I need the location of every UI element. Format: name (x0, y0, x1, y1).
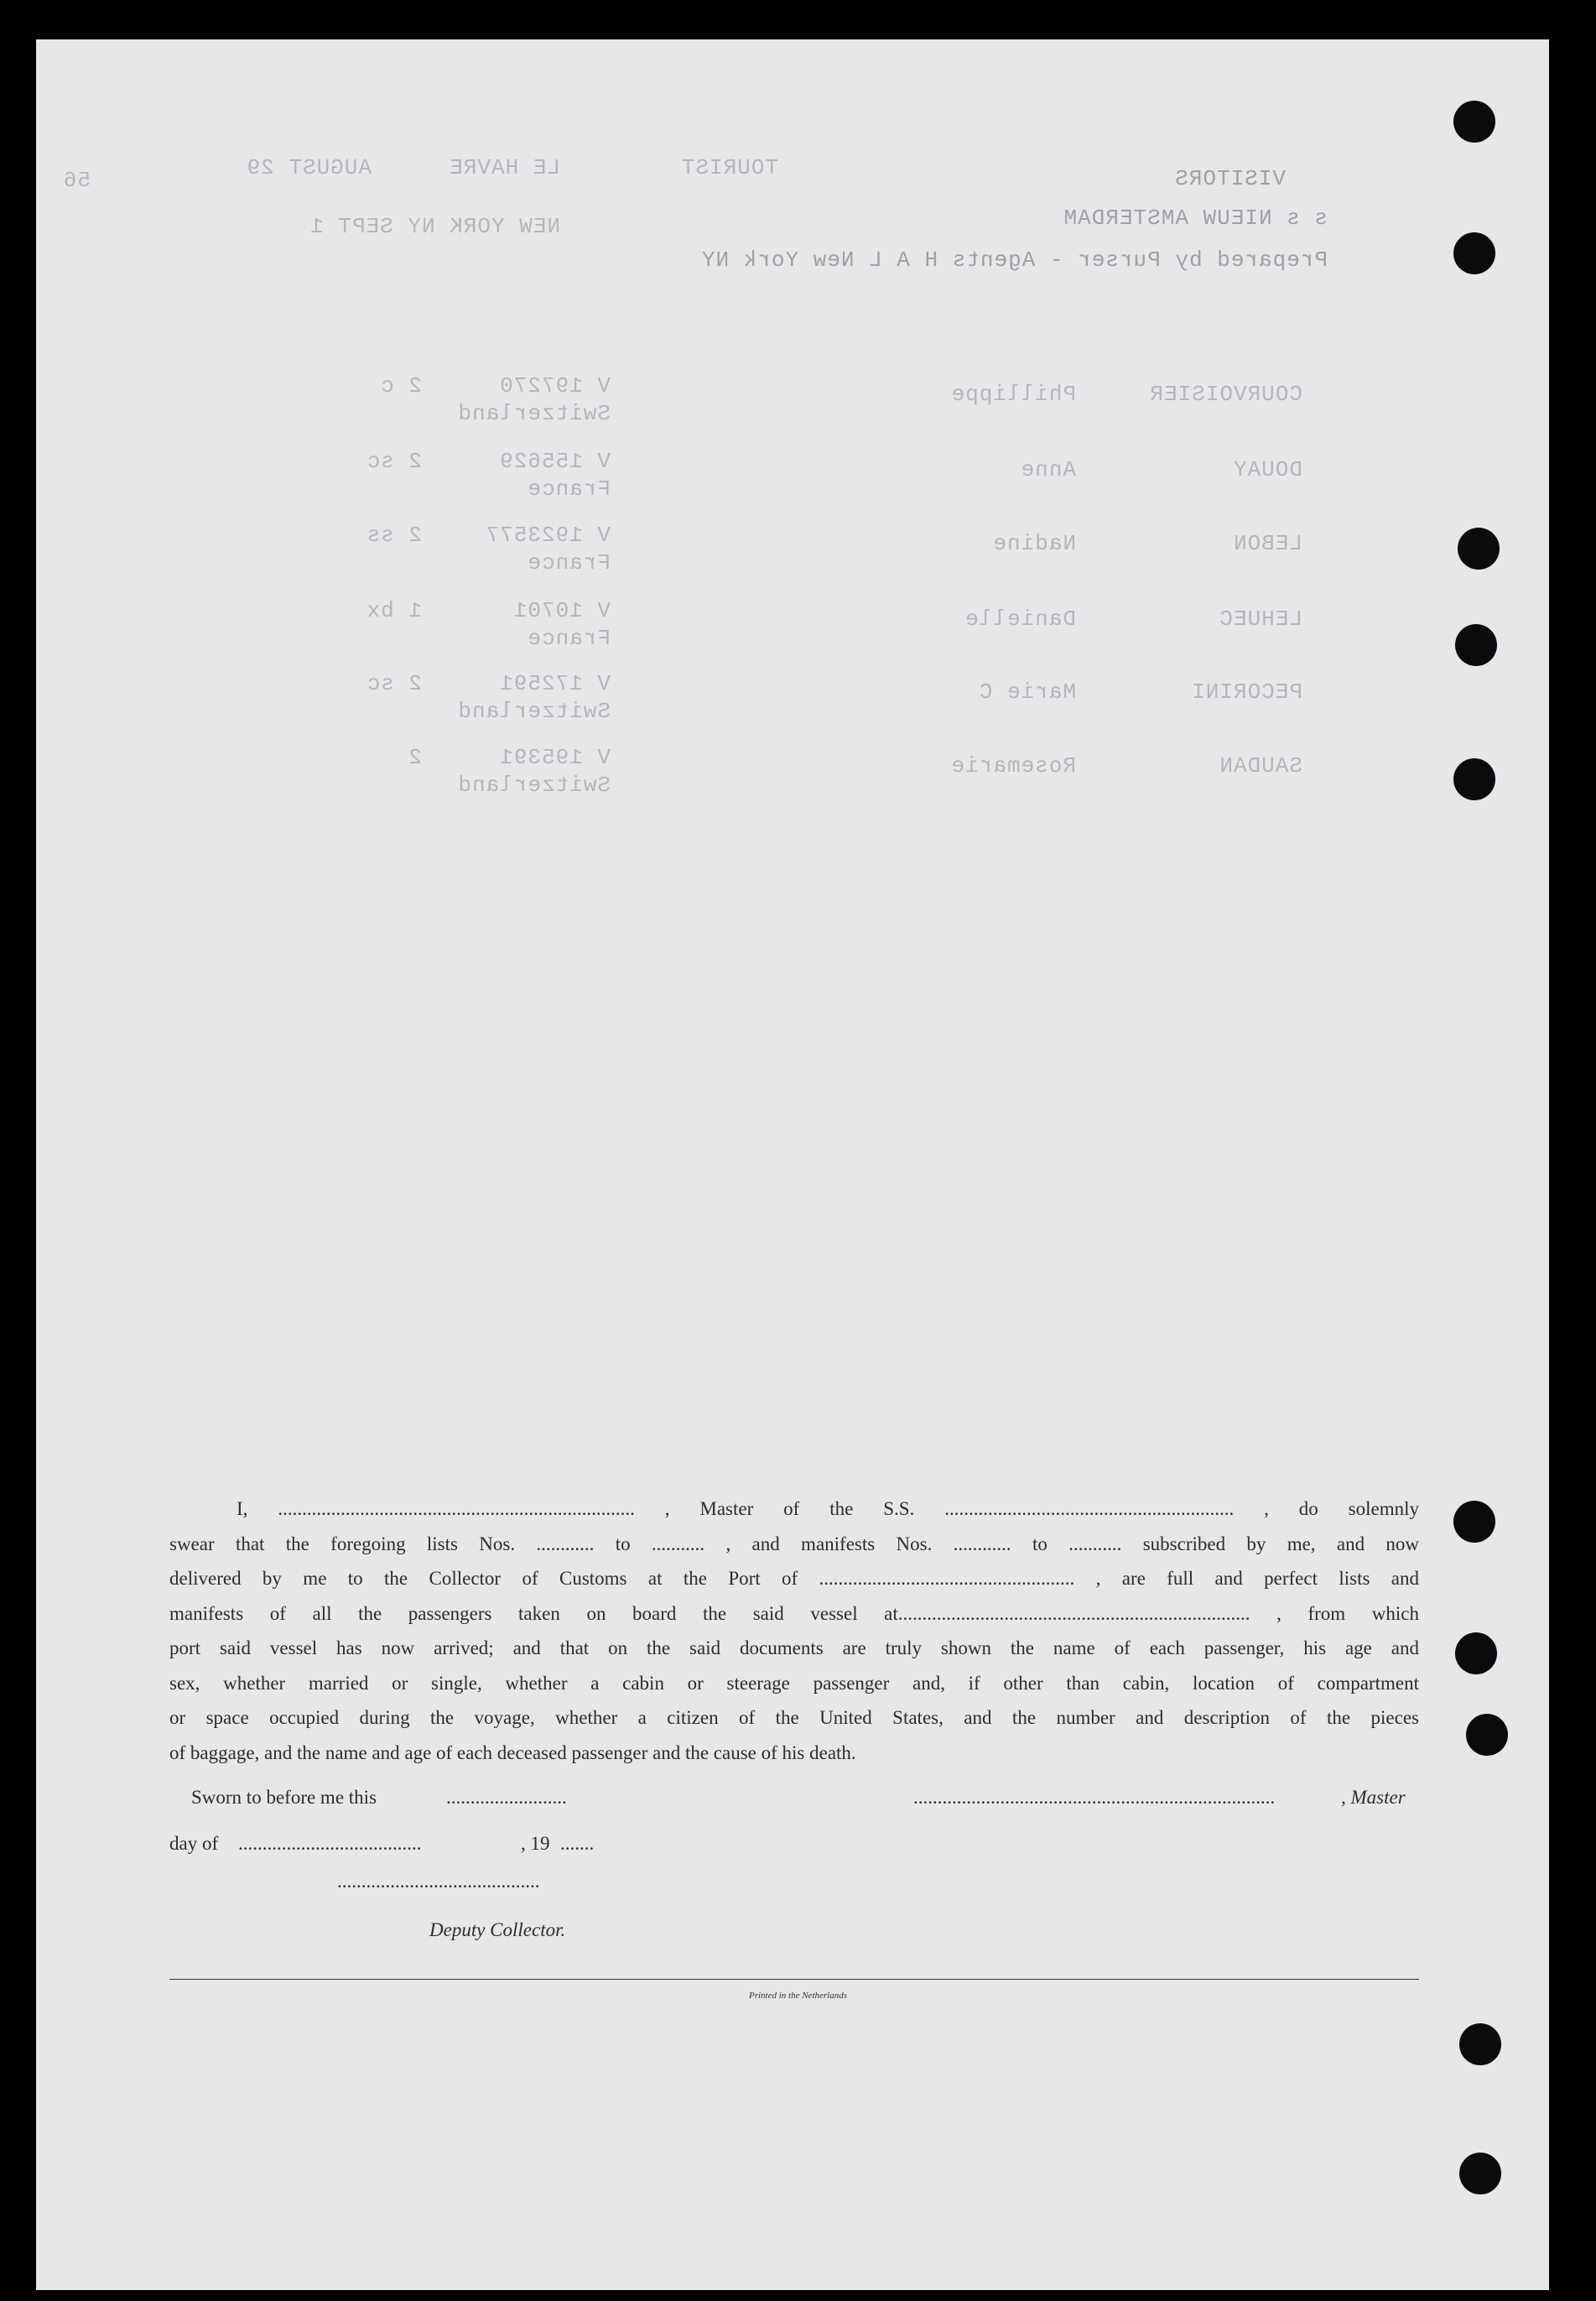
binder-hole (1453, 758, 1495, 800)
bleed-row: SAUDAN (1219, 753, 1302, 778)
bleed-row: Phillippe (950, 382, 1076, 407)
bleed-header-8: 56 (62, 168, 91, 193)
declaration-line: delivered by me to the Collector of Customs at the Port of ..................................................... , are full and perfect lists and (169, 1568, 1419, 1589)
binder-hole (1459, 2153, 1501, 2194)
bleed-row: Switzerland (457, 699, 611, 724)
bleed-row: COURVOISIER (1149, 382, 1302, 407)
bleed-row: LEHUEC (1219, 606, 1302, 632)
bleed-row: 2 sc (366, 671, 422, 696)
bleed-row: Switzerland (457, 401, 611, 426)
declaration-line: I, .......................................................................... , Master of the S.S. ............................................................ , do solemnly (237, 1498, 1419, 1519)
bleed-row: 2 ss (366, 523, 422, 548)
binder-hole (1466, 1714, 1508, 1756)
signature-block (169, 1787, 1419, 1955)
year-label: , 19 (521, 1833, 550, 1854)
bleed-row: V 172591 (499, 671, 611, 696)
master-signature-field: ........................................................................... (913, 1787, 1276, 1808)
bleed-row: Marie C (978, 679, 1076, 705)
bleed-row: 1 bx (366, 598, 422, 623)
bleed-row: V 1923577 (485, 523, 611, 548)
bleed-header-5: LE HAVRE (449, 155, 560, 180)
binder-hole (1459, 2023, 1501, 2065)
binder-hole (1458, 528, 1500, 570)
deputy-collector-label: Deputy Collector. (429, 1919, 566, 1940)
bleed-row: 2 (408, 745, 422, 770)
printed-in-note: Printed in the Netherlands (748, 1991, 847, 2001)
bleed-row: Switzerland (457, 773, 611, 798)
declaration-line: or space occupied during the voyage, whether a citizen of the United States, and the number and description of the pieces (169, 1707, 1419, 1728)
bleed-row: V 155629 (499, 449, 611, 474)
sworn-date-field: ......................... (446, 1787, 567, 1808)
declaration-line: of baggage, and the name and age of each deceased passenger and the cause of his death. (169, 1741, 856, 1763)
bleed-row: V 197270 (499, 373, 611, 398)
declaration-line: swear that the foregoing lists Nos. ............ to ........... , and manifests Nos. ............ to ........... subscribed by me, and now (169, 1533, 1419, 1554)
binder-hole (1453, 101, 1495, 143)
declaration-line: manifests of all the passengers taken on board the said vessel at......................................................................... , from which (169, 1602, 1419, 1624)
binder-hole (1453, 1501, 1495, 1543)
bleed-row: 2 c (380, 373, 422, 398)
binder-hole (1455, 624, 1497, 666)
bleed-header-6: AUGUST 29 (246, 155, 372, 180)
bleed-header-4: TOURIST (680, 155, 778, 180)
bleed-header-1: VISITORS (1174, 166, 1286, 191)
bleed-header-3: Prepared by Purser - Agents H A L New York NY (700, 247, 1328, 273)
day-label: day of (169, 1833, 219, 1854)
bleed-row: Anne (1020, 457, 1076, 482)
master-label: , Master (1341, 1787, 1406, 1808)
bleed-row: France (527, 476, 611, 502)
declaration-line: port said vessel has now arrived; and that on the said documents are truly shown the name of each passenger, his age and (169, 1637, 1419, 1658)
bleed-row: Rosemarie (950, 753, 1076, 778)
declaration-line: sex, whether married or single, whether a cabin or steerage passenger and, if other than cabin, location of compartment (169, 1672, 1419, 1694)
master-declaration (169, 1491, 1419, 1770)
bleed-row: Danielle (964, 606, 1076, 632)
bleed-row: Nadine (992, 531, 1076, 556)
bleed-row: LEBON (1232, 531, 1302, 556)
bleed-row: DOUAY (1232, 457, 1302, 482)
bleed-row: V 10701 (512, 598, 611, 623)
bleed-row: 2 sc (366, 449, 422, 474)
bleed-header-2: s s NIEUW AMSTERDAM (1063, 206, 1328, 231)
bleed-row: V 195391 (499, 745, 611, 770)
bleed-row: France (527, 626, 611, 651)
bleed-row: PECORINI (1191, 679, 1302, 705)
day-field: ...................................... (238, 1833, 422, 1854)
year-field: ....... (560, 1833, 595, 1854)
binder-hole (1453, 232, 1495, 274)
sworn-label: Sworn to before me this (191, 1787, 377, 1808)
footer-rule (169, 1979, 1419, 1980)
bleed-row: France (527, 550, 611, 575)
deputy-signature-field: .......................................... (337, 1871, 540, 1892)
binder-hole (1455, 1632, 1497, 1674)
bleed-header-7: NEW YORK NY SEPT 1 (309, 214, 560, 239)
